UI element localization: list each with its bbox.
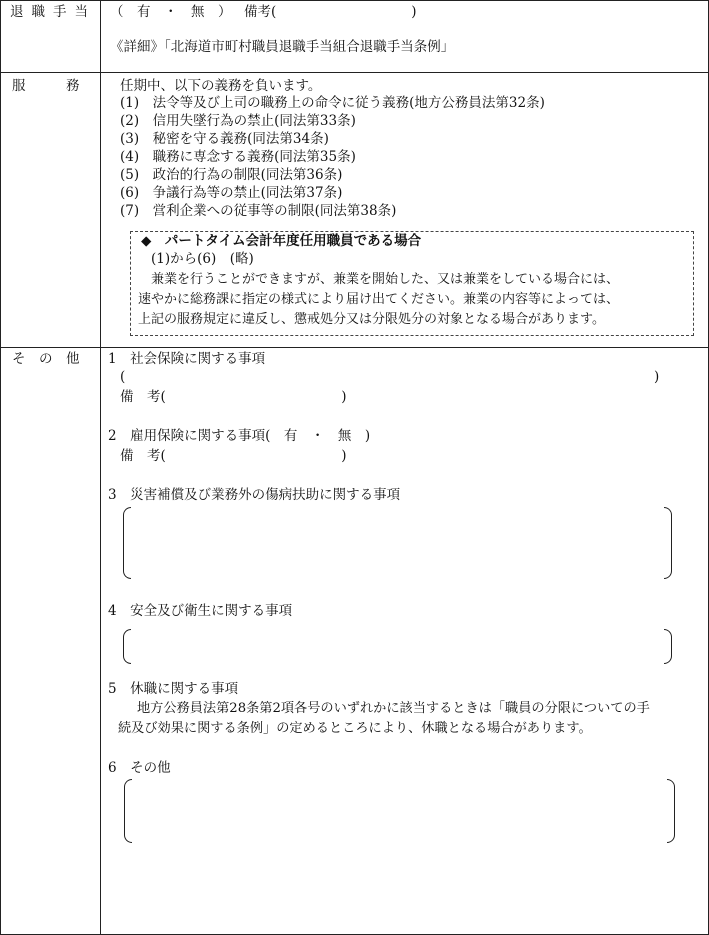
employment-insurance-title: 2 雇用保険に関する事項( 有 ・ 無 ) xyxy=(108,428,371,444)
service-item-2: (2) 信用失墜行為の禁止(同法第33条) xyxy=(120,113,356,129)
part-time-notice-line-1: (1)から(6) (略) xyxy=(151,251,254,267)
service-item-6: (6) 争議行為等の禁止(同法第37条) xyxy=(120,185,343,201)
column-divider xyxy=(100,0,101,935)
social-insurance-open-paren: ( xyxy=(120,369,126,385)
other-misc-bracket-left xyxy=(124,779,132,843)
part-time-notice-line-2: 兼業を行うことができますが、兼業を開始した、又は兼業をしている場合には、 xyxy=(151,272,620,287)
employment-insurance-remarks: 備 考( ) xyxy=(120,448,347,464)
safety-hygiene-bracket-right xyxy=(664,629,672,664)
accident-compensation-bracket-right xyxy=(664,507,672,579)
service-item-7: (7) 営利企業への従事等の制限(同法第38条) xyxy=(120,203,397,219)
service-item-4: (4) 職務に専念する義務(同法第35条) xyxy=(120,149,356,165)
table-top-border xyxy=(0,0,709,1)
service-label: 服 務 xyxy=(12,78,80,94)
safety-hygiene-bracket-left xyxy=(123,629,131,664)
leave-title: 5 休職に関する事項 xyxy=(108,681,239,697)
leave-text-line-2: 続及び効果に関する条例」の定めるところにより、休職となる場合があります。 xyxy=(118,721,592,736)
retirement-options: （ 有 ・ 無 ） xyxy=(110,4,232,20)
service-intro: 任期中、以下の義務を負います。 xyxy=(120,78,322,94)
part-time-notice-line-3: 速やかに総務課に指定の様式により届け出てください。兼業の内容等によっては、 xyxy=(138,292,620,307)
part-time-notice-line-4: 上記の服務規定に違反し、懲戒処分又は分限処分の対象となる場合があります。 xyxy=(138,312,605,327)
accident-compensation-title: 3 災害補償及び業務外の傷病扶助に関する事項 xyxy=(108,487,401,503)
safety-hygiene-title: 4 安全及び衛生に関する事項 xyxy=(108,603,293,619)
service-item-1: (1) 法令等及び上司の職務上の命令に従う義務(地方公務員法第32条) xyxy=(120,95,545,111)
retirement-label: 退職手当 xyxy=(10,4,90,20)
accident-compensation-bracket-left xyxy=(123,507,131,579)
other-misc-title: 6 その他 xyxy=(108,760,171,776)
social-insurance-close-paren: ) xyxy=(654,369,660,385)
leave-text-line-1: 地方公務員法第28条第2項各号のいずれかに該当するときは「職員の分限についての手 xyxy=(137,701,650,716)
part-time-notice-title: ◆ パートタイム会計年度任用職員である場合 xyxy=(141,233,422,249)
other-label: そ の 他 xyxy=(12,351,80,367)
retirement-detail: 《詳細》「北海道市町村職員退職手当組合退職手当条例」 xyxy=(110,39,455,55)
row-divider-1 xyxy=(0,72,709,73)
row-divider-2 xyxy=(0,347,709,348)
social-insurance-remarks: 備 考( ) xyxy=(120,389,347,405)
table-left-border xyxy=(0,0,1,935)
social-insurance-title: 1 社会保険に関する事項 xyxy=(108,351,266,367)
service-item-5: (5) 政治的行為の制限(同法第36条) xyxy=(120,167,343,183)
retirement-remarks: 備考( ) xyxy=(244,4,417,20)
service-item-3: (3) 秘密を守る義務(同法第34条) xyxy=(120,131,329,147)
other-misc-bracket-right xyxy=(667,779,675,843)
